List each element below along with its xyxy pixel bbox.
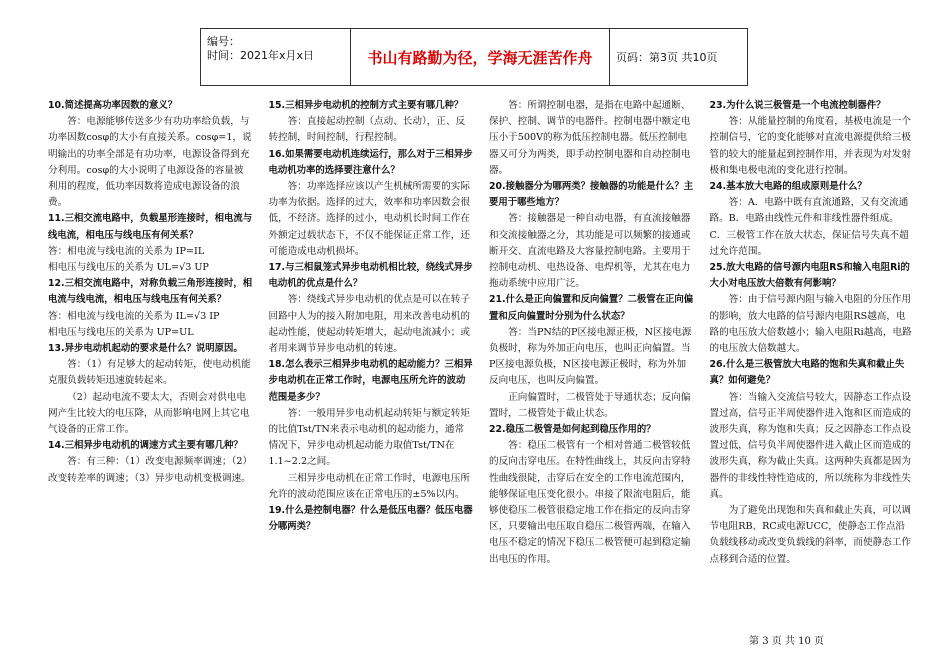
question-heading: 17.与三相鼠笼式异步电动机相比较，绕线式异步电动机的优点是什么？: [268, 262, 473, 290]
question-heading: 25.放大电路的信号源内电阻RS和输入电阻Ri的大小对电压放大倍数有何影响？: [709, 262, 910, 290]
answer-paragraph: 答：一般用异步电动机起动转矩与额定转矩的比值Tst/TN来表示电动机的起动能力，通常情况下，异步电动机起动能力取值Tst/TN在1.1~2.2之间。: [268, 407, 470, 468]
answer-paragraph: 正向偏置时，二极管处于导通状态；反向偏置时，二极管处于截止状态。: [489, 391, 691, 419]
answer-paragraph: 答：（1）有足够大的起动转矩，使电动机能克服负载转矩迅速旋转起来。: [48, 359, 251, 387]
answer-paragraph: 答：功率选择应该以产生机械所需要的实际功率为依据。选择的过大，效率和功率因数会很低，不经济。选择的过小，电动机长时间工作在外额定过载状态下，不仅不能保证正常工作，还可能造成电动机损坏。: [268, 181, 470, 257]
answer-paragraph: 答：电源能够传送多少有功功率给负载，与功率因数cosφ的大小有直接关系。cosφ=1，说明输出的功率全部是有功功率，电源设备得到充分利用。cosφ的大小说明了电源设备的容量被利用的程度，低功率因数将造成电源设备的浪费。: [48, 116, 252, 209]
question-heading: 23.为什么说三极管是一个电流控制器件？: [709, 100, 886, 111]
question-heading: 18.怎么表示三相异步电动机的起动能力？三相异步电动机在正常工作时，电源电压所允许的波动范围是多少？: [268, 359, 473, 403]
column-4: [710, 98, 915, 626]
answer-paragraph: （2）起动电流不要太大，否则会对供电电网产生比较大的电压降，从而影响电网上其它电气设备的正常工作。: [48, 391, 250, 436]
answer-paragraph: 答：相电流与线电流的关系为 IL=√3 IP: [48, 310, 220, 322]
answer-paragraph: 三相异步电动机在正常工作时，电源电压所允许的波动范围应该在正常电压的±5%以内。: [268, 472, 470, 500]
answer-paragraph: 为了避免出现饱和失真和截止失真，可以调节电阻RB、RC或电源UCC，使静态工作点沿负载线移动或改变负载线的斜率，而使静态工作点移到合适的位置。: [709, 505, 911, 565]
answer-paragraph: 答：当输入交流信号较大，因静态工作点设置过高，信号正半周使器件进入饱和区而造成的波形失真，称为饱和失真；反之因静态工作点设置过低，信号负半周使器件进入截止区而造成的波形失真，称为截止失真。这两种失真都是因为器件的非线性特性造成的，所以统称为非线性失真。: [709, 391, 911, 500]
page-header: [200, 28, 748, 86]
page-footer: 第 3 页 共 10 页: [749, 636, 824, 647]
document-number: 编号：: [207, 35, 240, 48]
answer-paragraph: 答：从能量控制的角度看，基极电流是一个控制信号，它的变化能够对直流电源提供给三极管的较大的能量起到控制作用，并表现为对发射极和集电极电流的变化进行控制。: [709, 116, 911, 176]
answer-paragraph: 答：稳压二极管有一个相对普通二极管较低的反向击穿电压。在特性曲线上，其反向击穿特性曲线很陡，击穿后在安全的工作电流范围内，能够保证电压变化很小。串接了限流电阻后，能够使稳压二极管很稳定地工作在指定的反向击穿区，只要输出电压取自稳压二极管两端，在输入电压不稳定的情况下稳压二极管便可起到稳定输出电压的作用。: [489, 440, 691, 565]
header-meta: [201, 29, 351, 85]
answer-paragraph: 答：相电流与线电流的关系为 IP=IL: [48, 245, 205, 257]
question-heading: 15.三相异步电动机的控制方式主要有哪几种？: [268, 100, 464, 111]
answer-paragraph: 答：绕线式异步电动机的优点是可以在转子回路中人为的接入附加电阻，用来改善电动机的起动性能，使起动转矩增大，起动电流减小；或者用来调节异步电动机的转速。: [268, 294, 470, 355]
answer-paragraph: 答：由于信号源内阻与输入电阻的分压作用的影响，放大电路的信号源内电阻RS越高，电路的电压放大倍数越小；输入电阻Ri越高，电路的电压放大倍数越大。: [709, 294, 912, 355]
answer-paragraph: 答：当PN结的P区接电源正极，N区接电源负极时，称为外加正向电压，也叫正向偏置。当P区接电源负极，N区接电源正极时，称为外加反向电压，也叫反向偏置。: [489, 326, 692, 387]
answer-paragraph: 答：接触器是一种自动电器，有直流接触器和交流接触器之分，其功能是可以频繁的接通或断开交、直流电路及大容量控制电路。主要用于控制电动机、电热设备、电焊机等，尤其在电力拖动系统中应用广泛。: [489, 213, 691, 290]
answer-paragraph: 答：有三种：（1）改变电源频率调速；（2）改变转差率的调速；（3）异步电动机变极调速。: [48, 456, 253, 484]
answer-paragraph: 相电压与线电压的关系为 UP=UL: [48, 326, 194, 338]
question-heading: 20.接触器分为哪两类？接触器的功能是什么？主要用于哪些地方？: [489, 181, 694, 209]
content-columns: [48, 98, 914, 626]
header-page-number: 页码：第3页 共10页: [616, 51, 718, 64]
question-heading: 21.什么是正向偏置和反向偏置？二极管在正向偏置和反向偏置时分别为什么状态？: [489, 294, 694, 322]
document-time: 时间：2021年x月x日: [207, 49, 315, 62]
column-2: [269, 98, 474, 626]
question-heading: 12.三相交流电路中，对称负载三角形连接时，相电流与线电流，相电压与线电压有何关系？: [48, 278, 253, 306]
column-1: [48, 98, 253, 626]
question-heading: 19.什么是控制电器？什么是低压电器？低压电器分哪两类？: [268, 505, 473, 533]
column-3: [489, 98, 694, 626]
question-heading: 11.三相交流电路中，负载星形连接时，相电流与线电流，相电压与线电压有何关系？: [48, 213, 253, 241]
question-heading: 14.三相异步电动机的调速方式主要有哪几种？: [48, 440, 243, 452]
answer-paragraph: 答：直接起动控制（点动、长动），正、反转控制，时间控制，行程控制。: [268, 116, 466, 144]
answer-paragraph: 答：所谓控制电器，是指在电路中起通断、保护、控制、调节的电器件。控制电器中额定电压小于500V的称为低压控制电器。低压控制电器又可分为两类，即手动控制电器和自动控制电器。: [489, 100, 691, 176]
question-heading: 22.稳压二极管是如何起到稳压作用的？: [489, 424, 656, 436]
header-motto: 书山有路勤为径，学海无涯苦作舟: [351, 29, 610, 85]
answer-paragraph: 相电压与线电压的关系为 UL=√3 UP: [48, 262, 209, 274]
question-heading: 16.如果需要电动机连续运行，那么对于三相异步电动机功率的选择要注意什么？: [268, 148, 473, 176]
question-heading: 10.简述提高功率因数的意义？: [48, 100, 178, 111]
question-heading: 26.什么是三极管放大电路的饱和失真和截止失真？如何避免？: [709, 359, 905, 387]
question-heading: 24.基本放大电路的组成原则是什么？: [709, 181, 867, 193]
answer-paragraph: 答：A．电路中既有直流通路，又有交流通路。B．电路由线性元件和非线性器件组成。C．三极管工作在放大状态，保证信号失真不超过允许范围。: [709, 197, 909, 257]
question-heading: 13.异步电动机起动的要求是什么？说明原因。: [48, 343, 243, 355]
